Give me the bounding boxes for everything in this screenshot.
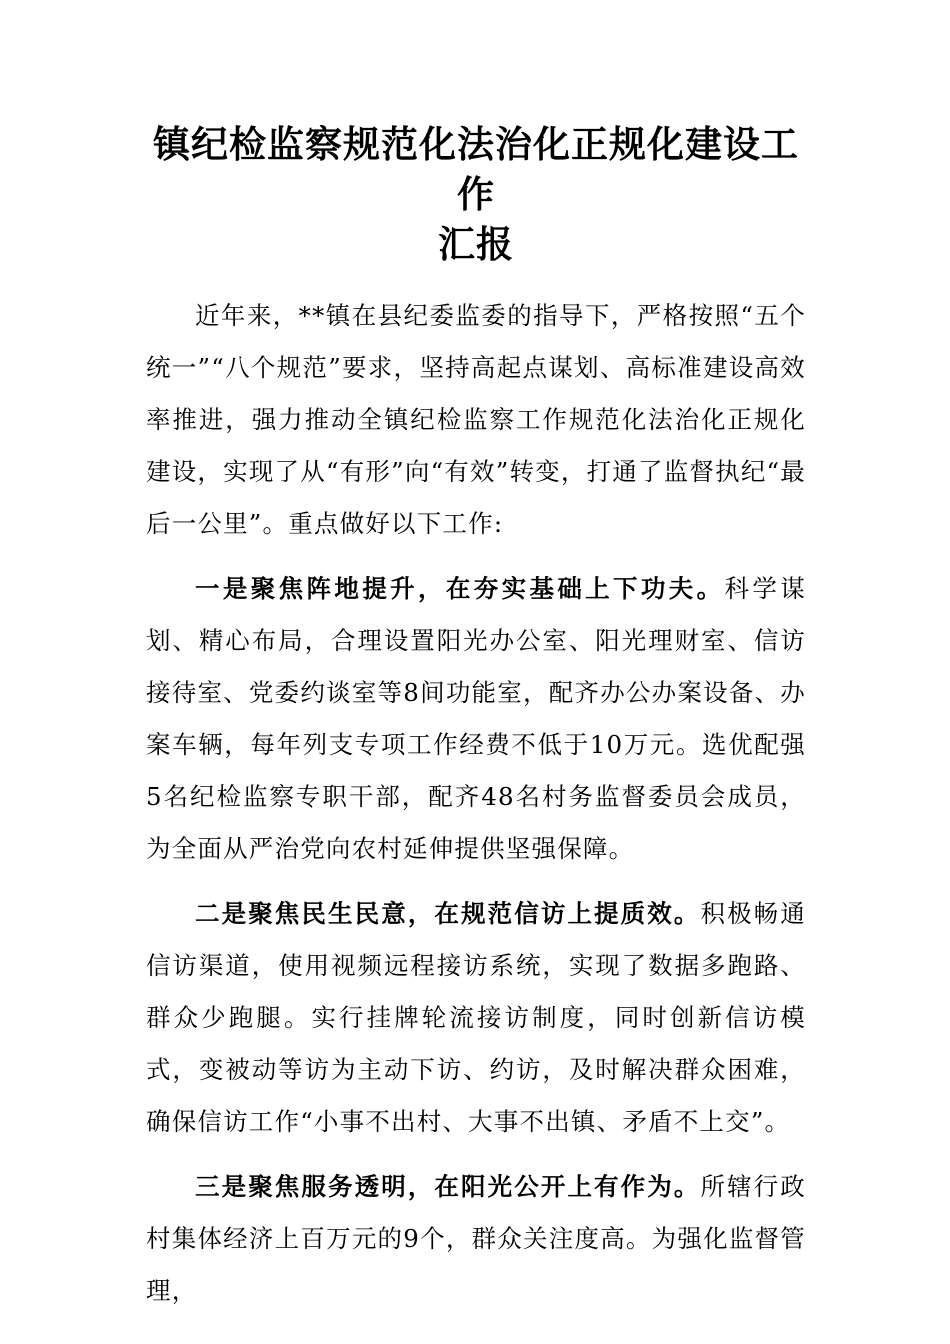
section-1-text: 科学谋划、精心布局，合理设置阳光办公室、阳光理财室、信访接待室、党委约谈室等8间功能室，配齐办公办案设备、办案车辆，每年列支专项工作经费不低于10万元。选优配强5名纪检监察专职干部，配齐48名村务监督委员会成员，为全面从严治党向农村延伸提供坚强保障。 xyxy=(146,574,806,863)
section-paragraph-1 xyxy=(146,563,806,875)
intro-paragraph: 近年来，**镇在县纪委监委的指导下，严格按照“五个统一”“八个规范”要求，坚持高起点谋划、高标准建设高效率推进，强力推动全镇纪检监察工作规范化法治化正规化建设，实现了从“有形”向“有效”转变，打通了监督执纪“最后一公里”。重点做好以下工作: xyxy=(146,301,806,538)
section-2-lead: 二是聚焦民生民意，在规范信访上提质效。 xyxy=(195,899,701,928)
section-3-text: 所辖行政村集体经济上百万元的9个，群众关注度高。为强化监督管理， xyxy=(146,1172,806,1305)
title-line-1: 镇纪检监察规范化法治化正规化建设工作 xyxy=(153,123,799,216)
section-3-lead: 三是聚焦服务透明，在阳光公开上有作为。 xyxy=(195,1172,701,1201)
document-page xyxy=(146,120,806,1317)
document-title xyxy=(146,120,806,270)
document-body xyxy=(146,290,806,1317)
section-2-text: 积极畅通信访渠道，使用视频远程接访系统，实现了数据多跑路、群众少跑腿。实行挂牌轮流接访制度，同时创新信访模式，变被动等访为主动下访、约访，及时解决群众困难，确保信访工作“小事不出村、大事不出镇、矛盾不上交”。 xyxy=(146,899,806,1136)
section-paragraph-2 xyxy=(146,888,806,1148)
title-line-2: 汇报 xyxy=(438,223,514,266)
section-paragraph-3 xyxy=(146,1161,806,1317)
section-1-lead: 一是聚焦阵地提升，在夯实基础上下功夫。 xyxy=(195,574,725,603)
